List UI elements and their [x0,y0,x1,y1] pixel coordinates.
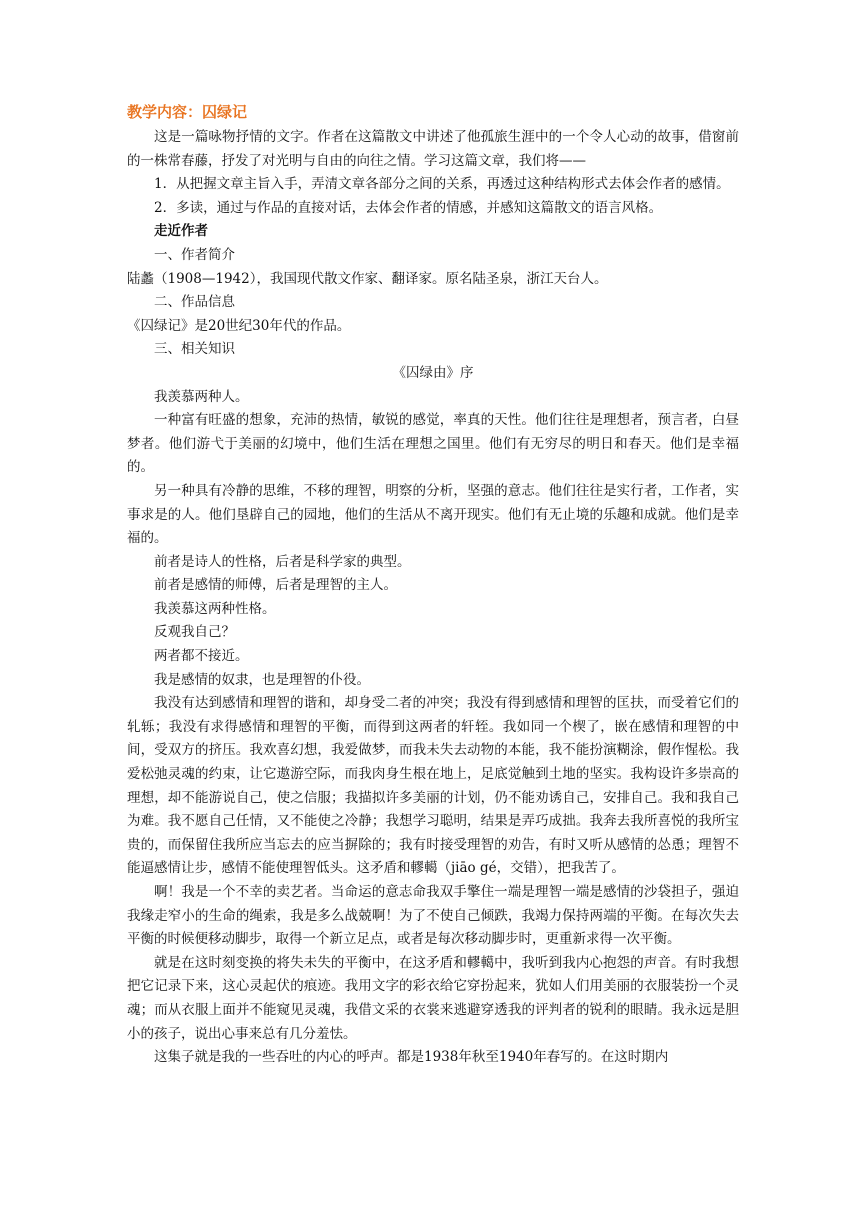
preface-paragraph: 一种富有旺盛的想象，充沛的热情，敏锐的感觉，率真的天性。他们往往是理想者，预言者，白昼梦者。他们游弋于美丽的幻境中，他们生活在理想之国里。他们有无穷尽的明日和春天。他们是幸福的。 [127,412,739,476]
preface-paragraph: 我是感情的奴隶，也是理智的仆役。 [154,671,370,688]
subheading-work-info: 二、作品信息 [154,294,235,311]
preface-paragraph: 前者是诗人的性格，后者是科学家的典型。 [154,553,411,570]
preface-paragraph: 我没有达到感情和理智的谐和，却身受二者的冲突；我没有得到感情和理智的匡扶，而受着它们的轧轹；我没有求得感情和理智的平衡，而得到这两者的轩轾。我如同一个楔了，嵌在感情和理智的中间，受双方的挤压。我欢喜幻想，我爱做梦，而我未失去动物的本能，我不能扮演糊涂，假作惺松。我爱松弛灵魂的约束，让它遨游空际，而我肉身生根在地上，足底觉触到土地的坚实。我构设许多崇高的理想，却不能游说自己，使之信服；我描拟许多美丽的计划，仍不能劝诱自己，安排自己。我和我自己为难。我不愿自己任情，又不能使之冷静；我想学习聪明，结果是弄巧成拙。我奔去我所喜悦的我所宝贵的，而保留住我所应当忘去的应当摒除的；我有时接受理智的劝告，有时又听从感情的怂恿；理智不能逼感情让步，感情不能使理智低头。这矛盾和轇轕（jiāo gé，交错），把我苦了。 [127,695,739,877]
preface-title: 《囚绿由》序 [392,364,474,381]
preface-paragraph: 就是在这时刻变换的将失未失的平衡中，在这矛盾和轇轕中，我听到我内心抱怨的声音。有时我想把它记录下来，这心灵起伏的痕迹。我用文字的彩衣给它穿扮起来，犹如人们用美丽的衣服装扮一个灵魂；而从衣服上面并不能窥见灵魂，我借文采的衣裳来逃避穿透我的评判者的锐利的眼睛。我永远是胆小的孩子，说出心事来总有几分羞怯。 [127,954,739,1042]
section-heading: 走近作者 [154,223,208,240]
document-page [127,100,739,1070]
preface-paragraph: 前者是感情的师傅，后者是理智的主人。 [154,577,397,594]
intro-paragraph: 这是一篇咏物抒情的文字。作者在这篇散文中讲述了他孤旅生涯中的一个令人心动的故事，借窗前的一株常春藤，抒发了对光明与自由的向往之情。学习这篇文章，我们将—— [127,129,739,169]
work-info: 《囚绿记》是20世纪30年代的作品。 [127,317,351,334]
page-title: 教学内容：囚绿记 [127,103,248,121]
learning-goal-2: 2．多读，通过与作品的直接对话，去体会作者的情感，并感知这篇散文的语言风格。 [154,199,663,216]
learning-goal-1: 1．从把握文章主旨入手，弄清文章各部分之间的关系，再透过这种结构形式去体会作者的感情。 [154,176,730,193]
preface-paragraph: 另一种具有冷静的思维，不移的理智，明察的分析，坚强的意志。他们往往是实行者，工作者，实事求是的人。他们垦辟自己的园地，他们的生活从不离开现实。他们有无止境的乐趣和成就。他们是幸福的。 [127,482,739,547]
preface-paragraph: 我羡慕这两种性格。 [154,600,276,617]
preface-paragraph: 这集子就是我的一些吞吐的内心的呼声。都是1938年秋至1940年春写的。在这时期内 [154,1049,669,1066]
preface-paragraph: 啊！我是一个不幸的卖艺者。当命运的意志命我双手擎住一端是理智一端是感情的沙袋担子，强迫我缘走窄小的生命的绳索，我是多么战兢啊！为了不使自己倾跌，我竭力保持两端的平衡。在每次失去平衡的时候便移动脚步，取得一个新立足点，或者是每次移动脚步时，更重新求得一次平衡。 [127,884,739,948]
author-bio: 陆蠡（1908—1942），我国现代散文作家、翻译家。原名陆圣泉，浙江天台人。 [127,270,608,287]
preface-paragraph: 两者都不接近。 [154,648,249,665]
subheading-author-intro: 一、作者简介 [154,246,235,263]
preface-paragraph: 反观我自己？ [154,624,235,641]
preface-paragraph: 我羡慕两种人。 [154,388,249,405]
subheading-related-knowledge: 三、相关知识 [154,341,235,358]
